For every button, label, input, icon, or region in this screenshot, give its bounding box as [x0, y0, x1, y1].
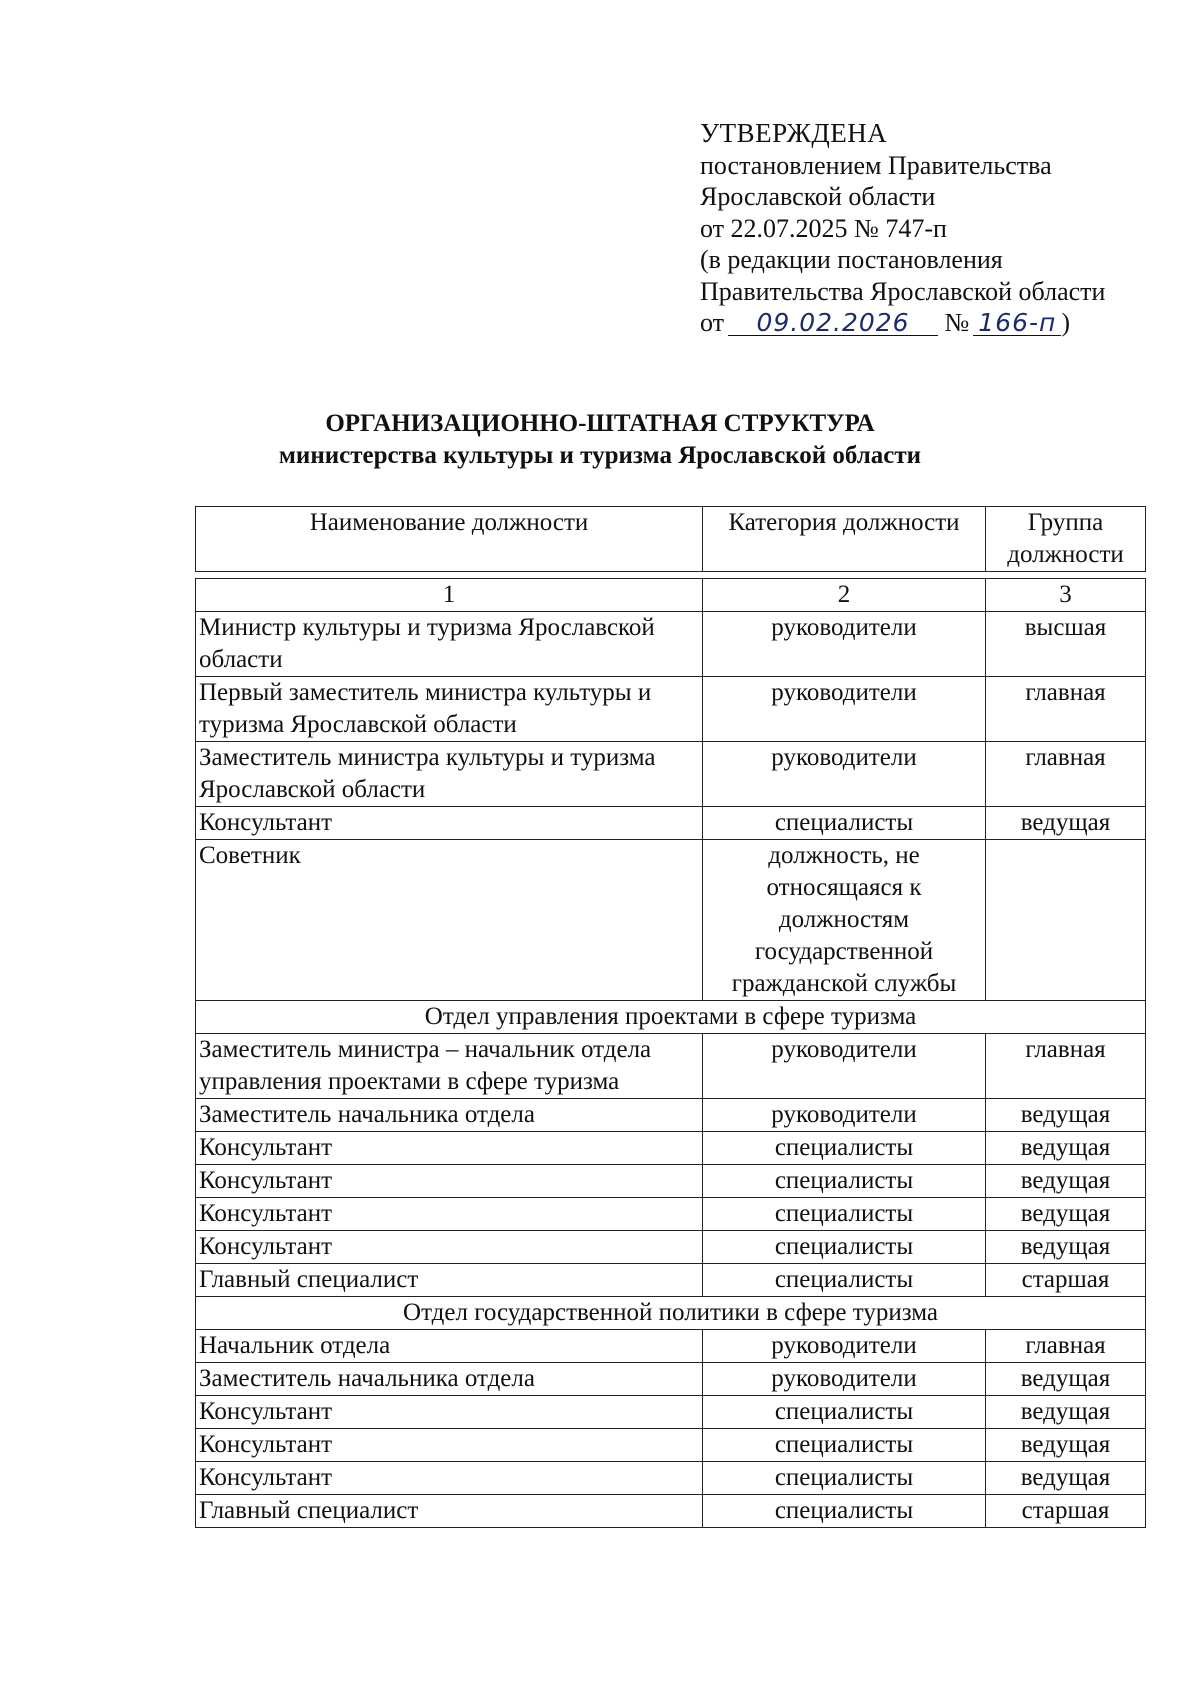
position-name: Консультант [196, 1396, 703, 1429]
table-row [196, 1034, 1146, 1099]
position-group: ведущая [986, 1462, 1146, 1495]
position-name: Консультант [196, 1132, 703, 1165]
position-group: главная [986, 742, 1146, 807]
position-name: Первый заместитель министра культуры и туризма Ярославской области [196, 677, 703, 742]
position-category: руководители [703, 1099, 986, 1132]
position-group: ведущая [986, 1429, 1146, 1462]
table-row [196, 1462, 1146, 1495]
column-number-row [196, 579, 1146, 612]
position-group: ведущая [986, 1396, 1146, 1429]
approval-line: постановлением Правительства [700, 150, 1052, 180]
number-sign: № [944, 308, 970, 337]
position-group: ведущая [986, 1099, 1146, 1132]
position-name: Министр культуры и туризма Ярославской области [196, 612, 703, 677]
approval-line: (в редакции постановления [700, 245, 1003, 274]
table-row [196, 1429, 1146, 1462]
header-position-group: Группа должности [986, 507, 1146, 572]
position-category: специалисты [703, 1132, 986, 1165]
table-row [196, 840, 1146, 1001]
position-group: ведущая [986, 1165, 1146, 1198]
title-line-1: ОРГАНИЗАЦИОННО-ШТАТНАЯ СТРУКТУРА [325, 410, 875, 437]
table-row [196, 807, 1146, 840]
position-name: Главный специалист [196, 1495, 703, 1528]
position-category: руководители [703, 1363, 986, 1396]
position-group: старшая [986, 1264, 1146, 1297]
position-name: Консультант [196, 1165, 703, 1198]
column-number: 3 [986, 579, 1146, 612]
position-category: специалисты [703, 1231, 986, 1264]
section-title: Отдел управления проектами в сфере туризма [196, 1001, 1146, 1034]
position-name: Советник [196, 840, 703, 1001]
approval-line: Правительства Ярославской области [700, 276, 1106, 306]
position-name: Заместитель начальника отдела [196, 1363, 703, 1396]
position-group: ведущая [986, 1231, 1146, 1264]
position-group: ведущая [986, 807, 1146, 840]
position-group: главная [986, 1330, 1146, 1363]
table-row [196, 677, 1146, 742]
table-row [196, 1132, 1146, 1165]
position-category: должность, не относящаяся к должностям государственной гражданской службы [703, 840, 986, 1001]
position-group: главная [986, 677, 1146, 742]
from-prefix: от [700, 308, 725, 337]
table-row [196, 612, 1146, 677]
table-body [196, 572, 1146, 1528]
position-group: ведущая [986, 1132, 1146, 1165]
table-row [196, 1330, 1146, 1363]
section-title: Отдел государственной политики в сфере туризма [196, 1297, 1146, 1330]
position-name: Заместитель министра культуры и туризма Ярославской области [196, 742, 703, 807]
table-row [196, 1165, 1146, 1198]
position-category: руководители [703, 677, 986, 742]
position-name: Консультант [196, 1198, 703, 1231]
position-category: специалисты [703, 1495, 986, 1528]
position-category: руководители [703, 742, 986, 807]
header-position-category: Категория должности [703, 507, 986, 572]
table-row [196, 1231, 1146, 1264]
table-row [196, 1363, 1146, 1396]
table-row [196, 1495, 1146, 1528]
position-name: Главный специалист [196, 1264, 703, 1297]
table-row [196, 1198, 1146, 1231]
table-row [196, 742, 1146, 807]
position-group: главная [986, 1034, 1146, 1099]
position-category: руководители [703, 1034, 986, 1099]
position-group: высшая [986, 612, 1146, 677]
section-row [196, 1001, 1146, 1034]
position-group: ведущая [986, 1198, 1146, 1231]
position-name: Консультант [196, 1429, 703, 1462]
position-group [986, 840, 1146, 1001]
table-header-row [196, 507, 1146, 572]
position-name: Заместитель министра – начальник отдела управления проектами в сфере туризма [196, 1034, 703, 1099]
position-group: старшая [986, 1495, 1146, 1528]
table-row [196, 1264, 1146, 1297]
handwritten-number: 166-п [973, 307, 1061, 339]
position-name: Начальник отдела [196, 1330, 703, 1363]
column-number: 2 [703, 579, 986, 612]
header-spacer [196, 572, 1146, 579]
approval-line: от 22.07.2025 № 747-п [700, 213, 947, 243]
table-row [196, 1396, 1146, 1429]
position-category: специалисты [703, 1165, 986, 1198]
position-group: ведущая [986, 1363, 1146, 1396]
document-title [0, 408, 1200, 472]
position-category: специалисты [703, 1462, 986, 1495]
staff-structure-table [195, 506, 1146, 1528]
column-number: 1 [196, 579, 703, 612]
handwritten-date: 09.02.2026 [728, 307, 938, 339]
position-name: Консультант [196, 1231, 703, 1264]
section-row [196, 1297, 1146, 1330]
approval-amendment-line [700, 307, 1105, 339]
table-row [196, 1099, 1146, 1132]
position-category: специалисты [703, 1429, 986, 1462]
position-category: специалисты [703, 807, 986, 840]
approval-line: Ярославской области [700, 182, 936, 211]
position-category: специалисты [703, 1264, 986, 1297]
position-category: специалисты [703, 1396, 986, 1429]
position-name: Консультант [196, 807, 703, 840]
position-name: Заместитель начальника отдела [196, 1099, 703, 1132]
position-category: руководители [703, 1330, 986, 1363]
header-position-name: Наименование должности [196, 507, 703, 572]
approval-heading: УТВЕРЖДЕНА [700, 118, 888, 148]
title-line-2: министерства культуры и туризма Ярославской области [278, 442, 922, 469]
closing-paren: ) [1061, 308, 1071, 337]
position-category: специалисты [703, 1198, 986, 1231]
position-category: руководители [703, 612, 986, 677]
position-name: Консультант [196, 1462, 703, 1495]
approval-stamp [700, 118, 1105, 339]
